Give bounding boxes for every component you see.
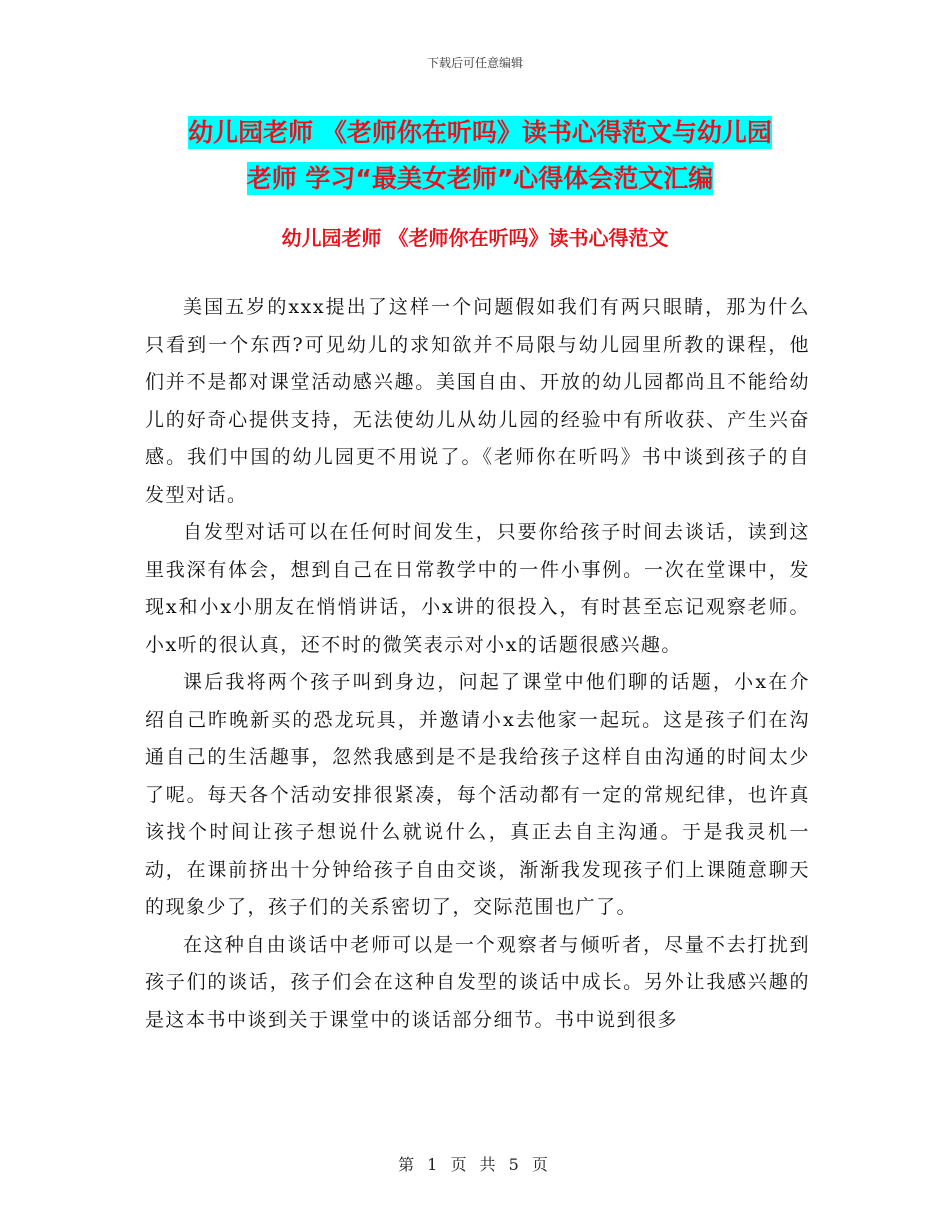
paragraph: 在这种自由谈话中老师可以是一个观察者与倾听者，尽量不去打扰到孩子们的谈话，孩子们会在这种自发型的谈话中成长。另外让我感兴趣的是这本书中谈到关于课堂中的谈话部分细节。书中说到很多	[145, 933, 810, 1031]
page-number: 第 1 页 共 5 页	[398, 1155, 552, 1174]
paragraph: 美国五岁的xxx提出了这样一个问题假如我们有两只眼睛，那为什么只看到一个东西?可见幼儿的求知欲并不局限与幼儿园里所教的课程，他们并不是都对课堂活动感兴趣。美国自由、开放的幼儿园都尚且不能给幼儿的好奇心提供支持，无法使幼儿从幼儿园的经验中有所收获、产生兴奋感。我们中国的幼儿园更不用说了。《老师你在听吗》书中谈到孩子的自发型对话。	[145, 296, 810, 506]
title-line-1: 幼儿园老师 《老师你在听吗》读书心得范文与幼儿园	[188, 118, 772, 147]
paragraph: 课后我将两个孩子叫到身边，问起了课堂中他们聊的话题，小x在介绍自己昨晚新买的恐龙玩具，并邀请小x去他家一起玩。这是孩子们在沟通自己的生活趣事，忽然我感到是不是我给孩子这样自由沟通的时间太少了呢。每天各个活动安排很紧凑，每个活动都有一定的常规纪律，也许真该找个时间让孩子想说什么就说什么，真正去自主沟通。于是我灵机一动，在课前挤出十分钟给孩子自由交谈，渐渐我发现孩子们上课随意聊天的现象少了，孩子们的关系密切了，交际范围也广了。	[145, 671, 810, 918]
section-title: 幼儿园老师 《老师你在听吗》读书心得范文	[281, 226, 669, 250]
body-text	[145, 289, 810, 1039]
paragraph: 自发型对话可以在任何时间发生，只要你给孩子时间去谈话，读到这里我深有体会，想到自己在日常教学中的一件小事例。一次在堂课中，发现x和小x小朋友在悄悄讲话，小x讲的很投入，有时甚至忘记观察老师。小x听的很认真，还不时的微笑表示对小x的话题很感兴趣。	[145, 521, 810, 656]
header-note: 下载后可任意编辑	[426, 56, 523, 70]
document-title	[140, 110, 820, 202]
title-line-2: 老师 学习“最美女老师”心得体会范文汇编	[246, 164, 714, 193]
